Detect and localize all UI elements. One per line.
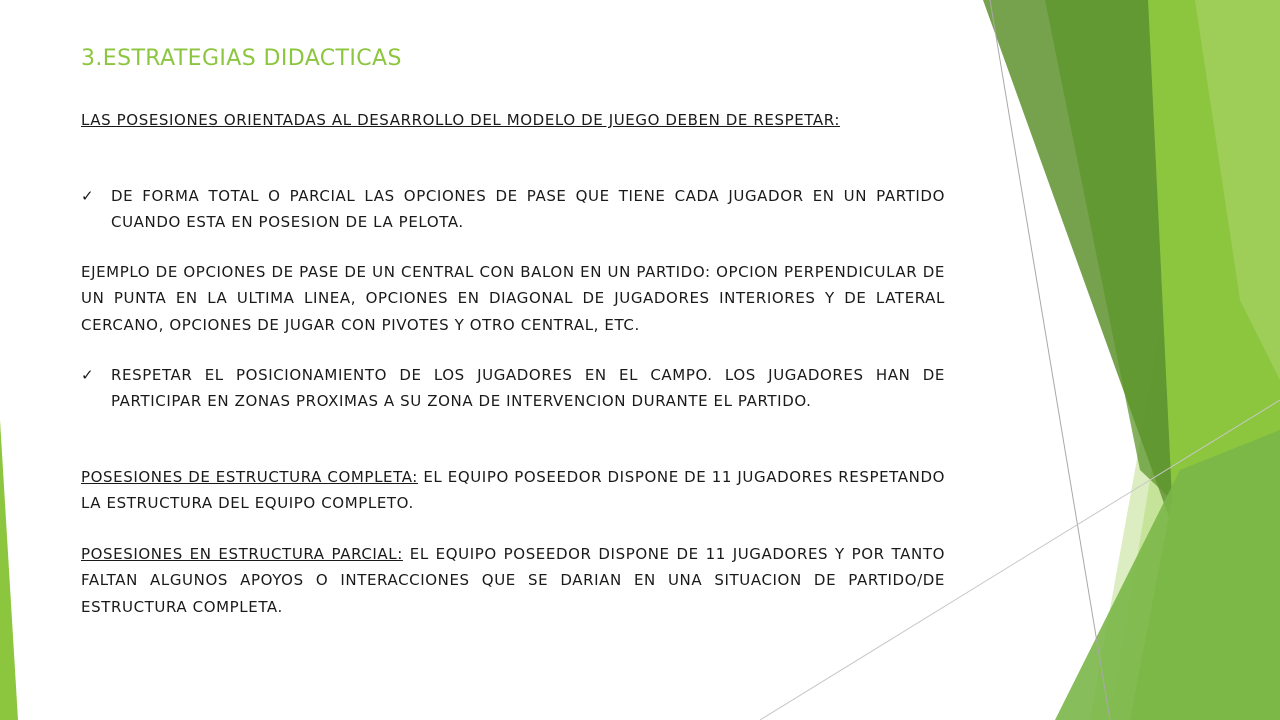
bullet-item-1: [81, 183, 945, 236]
left-edge-shape: [0, 420, 18, 720]
slide-title: 3.ESTRATEGIAS DIDACTICAS: [81, 46, 402, 71]
example-paragraph: EJEMPLO DE OPCIONES DE PASE DE UN CENTRAL CON BALON EN UN PARTIDO: OPCION PERPENDICULAR DE UN PUNTA EN LA ULTIMA LINEA, OPCIONES EN DIAGONAL DE JUGADORES INTERIORES Y DE LATERAL CERCANO, OPCIONES DE JUGAR CON PIVOTES Y OTRO CENTRAL, ETC.: [81, 263, 945, 334]
checkmark-icon: ✓: [81, 366, 95, 384]
checkmark-icon: ✓: [81, 187, 95, 205]
complete-structure-label: POSESIONES DE ESTRUCTURA COMPLETA:: [81, 468, 418, 486]
bullet-item-2: [81, 362, 945, 415]
complete-structure-paragraph: [81, 464, 945, 517]
intro-heading: LAS POSESIONES ORIENTADAS AL DESARROLLO DEL MODELO DE JUEGO DEBEN DE RESPETAR:: [81, 111, 840, 129]
complete-structure-text: EL EQUIPO POSEEDOR DISPONE DE 11 JUGADORES RESPETANDO LA ESTRUCTURA DEL EQUIPO COMPLETO.: [81, 468, 946, 513]
partial-structure-paragraph: [81, 541, 945, 620]
partial-structure-label: POSESIONES EN ESTRUCTURA PARCIAL:: [81, 545, 403, 563]
bullet-text-1: DE FORMA TOTAL O PARCIAL LAS OPCIONES DE PASE QUE TIENE CADA JUGADOR EN UN PARTIDO CUANDO ESTA EN POSESION DE LA PELOTA.: [111, 187, 945, 232]
bullet-text-2: RESPETAR EL POSICIONAMIENTO DE LOS JUGADORES EN EL CAMPO. LOS JUGADORES HAN DE PARTICIPAR EN ZONAS PROXIMAS A SU ZONA DE INTERVENCION DURANTE EL PARTIDO.: [111, 366, 945, 411]
partial-structure-text: EL EQUIPO POSEEDOR DISPONE DE 11 JUGADORES Y POR TANTO FALTAN ALGUNOS APOYOS O INTERACCIONES QUE SE DARIAN EN UNA SITUACION DE PARTIDO/DE ESTRUCTURA COMPLETA.: [81, 545, 945, 616]
